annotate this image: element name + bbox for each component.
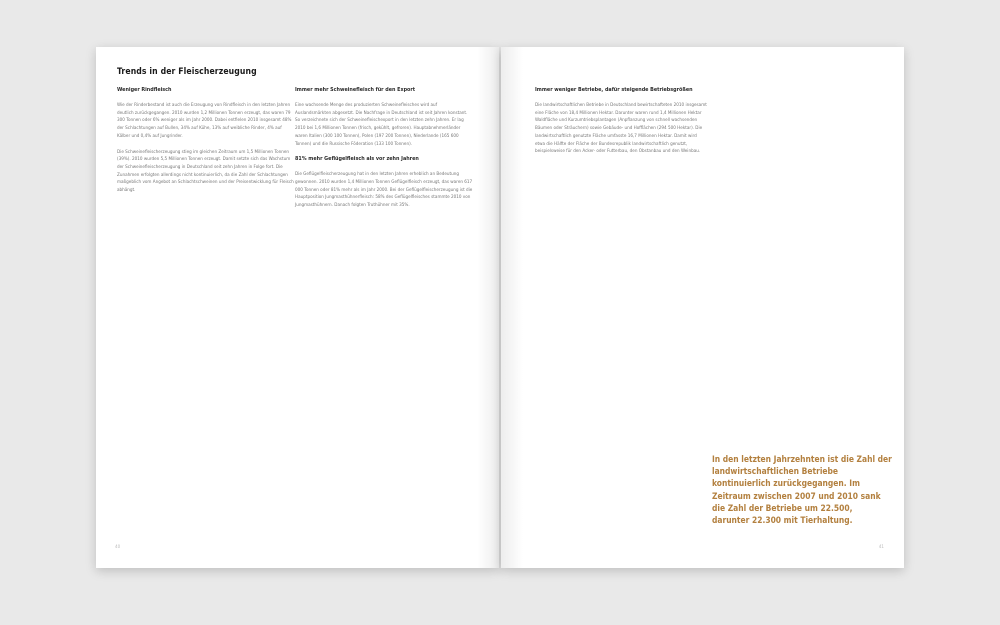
right-page — [501, 47, 904, 568]
left-column-2 — [295, 87, 473, 218]
section-heading-rindfleisch: Weniger Rindfleisch — [117, 87, 172, 93]
pull-quote: In den letzten Jahrzehnten ist die Zahl der landwirtschaftlichen Betriebe kontinuierlich zurückgegangen. Im Zeitraum zwischen 2007 und 2010 sank die Zahl der Betriebe um 22.500, darunter 22.300 mit Tierhaltung. — [712, 454, 892, 526]
right-column — [535, 87, 707, 164]
section-heading-export: Immer mehr Schweinefleisch für den Export — [295, 87, 416, 93]
gutter-shadow-right — [501, 47, 523, 568]
page-number-right: 41 — [878, 545, 884, 550]
section-heading-gefluegel: 81% mehr Geflügelfleisch als vor zehn Jahren — [295, 156, 419, 163]
paragraph-export: Eine wachsende Menge des produzierten Schweinefleisches wird auf Auslandsmärkten abgesetzt. Die Nachfrage in Deutschland ist seit Jahren konstant. So verzeichnete sich der Schweinefleischexport in den letzten zehn Jahren. Er lag 2010 bei 1,6 Millionen Tonnen (frisch, gekühlt, gefroren). Hauptabnehmerländer waren Italien (300 100 Tonnen), Polen (197 200 Tonnen), Niederlande (165 600 Tonnen) und die Russische Föderation (133 100 Tonnen). — [295, 103, 468, 147]
paragraph-schweinefleisch: Die Schweinefleischerzeugung stieg im gleichen Zeitraum um 1,5 Millionen Tonnen (39%). 2010 wurden 5,5 Millionen Tonnen erzeugt. Damit setzte sich das Wachstum der Schweinefleischerzeugung in Deutschland seit zehn Jahren in Folge fort. Die Zunahmen erfolgten allerdings nicht kontinuierlich, da die Zahl der Schlachtungen maßgeblich vom Angebot an Schlachtschweinen und der Preisentwicklung für Fleisch abhängt. — [117, 149, 294, 194]
left-page — [96, 47, 499, 568]
left-column-1 — [117, 87, 295, 203]
page-number-left: 40 — [115, 545, 121, 550]
section-heading-betriebe: Immer weniger Betriebe, dafür steigende Betriebsgrößen — [535, 87, 693, 93]
paragraph-rindfleisch: Wie der Rinderbestand ist auch die Erzeugung von Rindfleisch in den letzten Jahren deutlich zurückgegangen. 2010 wurden 1,2 Millionen Tonnen erzeugt, das waren 79 300 Tonnen oder 6% weniger als im Jahr 2000. Dabei entfielen 2010 insgesamt 48% der Schlachtungen auf Bullen, 34% auf Kühe, 13% auf weibliche Rinder, 4% auf Kälber und 0,4% auf Jungrinder. — [117, 103, 292, 139]
paragraph-gefluegel: Die Geflügelfleischerzeugung hat in den letzten Jahren erheblich an Bedeutung gewonnen. 2010 wurden 1,4 Millionen Tonnen Geflügelfleisch erzeugt, das waren 617 000 Tonnen oder 81% mehr als im Jahr 2000. Bei der Geflügelfleischerzeugung ist die Hauptposition Jungmasthühnerfleisch: 58% des Geflügelfleisches stammte 2010 von Jungmasthühnern. Danach folgten Truthühner mit 35%. — [295, 172, 473, 209]
gutter-shadow-left — [477, 47, 499, 568]
paragraph-betriebe: Die landwirtschaftlichen Betriebe in Deutschland bewirtschafteten 2010 insgesamt eine Fläche von 18,4 Millionen Hektar. Darunter waren rund 1,4 Millionen Hektar Waldfläche und Kurzumtriebsplantagen (Anpflanzung von schnell wachsenden Bäumen oder Sträuchern) sowie Gebäude- und Hofflächen (294 500 Hektar). Die landwirtschaftlich genutzte Fläche umfasste 16,7 Millionen Hektar. Damit wird etwa die Hälfte der Fläche der Bundesrepublik landwirtschaftlich genutzt, beispielsweise für den Acker- oder Futterbau, den Obstanbau und den Weinbau. — [535, 103, 707, 155]
page-title: Trends in der Fleischerzeugung — [117, 67, 257, 77]
